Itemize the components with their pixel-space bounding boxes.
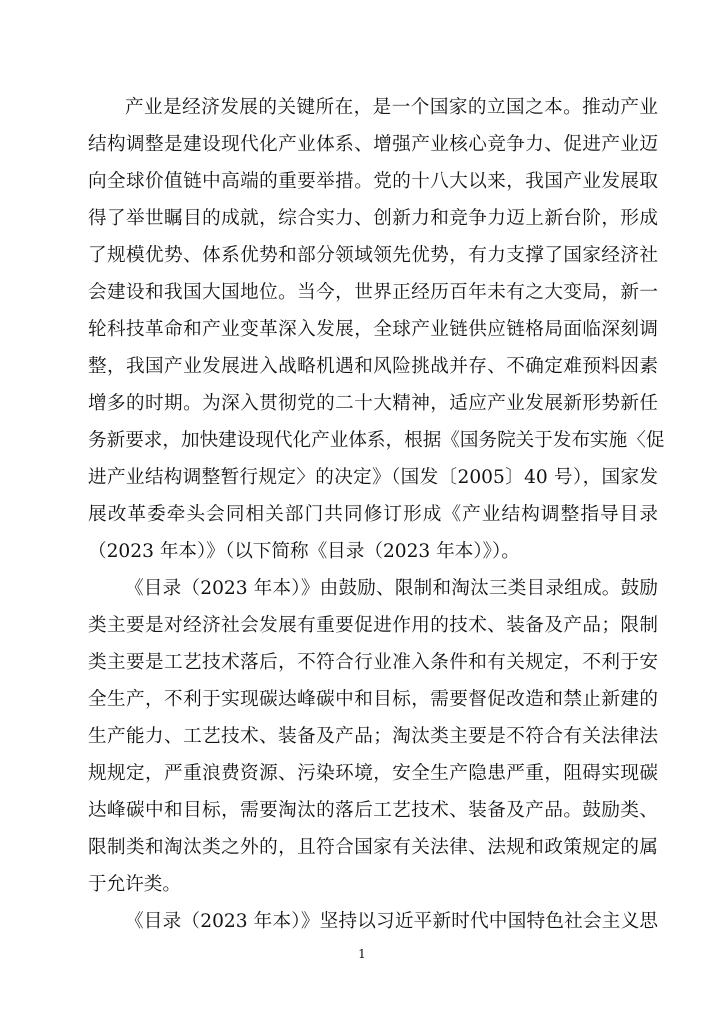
paragraph-1-line-4: 得了举世瞩目的成就，综合实力、创新力和竞争力迈上新台阶，形成	[88, 208, 658, 229]
paragraph-1-line-6: 会建设和我国大国地位。当今，世界正经历百年未有之大变局，新一	[88, 282, 658, 303]
paragraph-2-line-7: 达峰碳中和目标，需要淘汰的落后工艺技术、装备及产品。鼓励类、	[88, 800, 658, 821]
paragraph-1-line-9: 增多的时期。为深入贯彻党的二十大精神，适应产业发展新形势新任	[88, 393, 658, 414]
paragraph-2-line-3: 类主要是工艺技术落后，不符合行业准入条件和有关规定，不利于安	[88, 652, 658, 673]
paragraph-3-line-1: 《目录（2023 年本）》坚持以习近平新时代中国特色社会主义思	[125, 911, 658, 932]
paragraph-1-line-1: 产业是经济发展的关键所在，是一个国家的立国之本。推动产业	[125, 97, 658, 118]
paragraph-1-line-7: 轮科技革命和产业变革深入发展，全球产业链供应链格局面临深刻调	[88, 319, 658, 340]
paragraph-1-line-2: 结构调整是建设现代化产业体系、增强产业核心竞争力、促进产业迈	[88, 134, 658, 155]
paragraph-2-line-9: 于允许类。	[88, 874, 181, 895]
paragraph-2-line-4: 全生产，不利于实现碳达峰碳中和目标，需要督促改造和禁止新建的	[88, 689, 658, 710]
paragraph-2-line-5: 生产能力、工艺技术、装备及产品；淘汰类主要是不符合有关法律法	[88, 726, 658, 747]
paragraph-2-line-1: 《目录（2023 年本）》由鼓励、限制和淘汰三类目录组成。鼓励	[125, 578, 658, 599]
paragraph-1-line-13: （2023 年本）》（以下简称《目录（2023 年本）》）。	[88, 541, 520, 562]
page-number: 1	[358, 947, 366, 961]
paragraph-1-line-3: 向全球价值链中高端的重要举措。党的十八大以来，我国产业发展取	[88, 171, 658, 192]
paragraph-1-line-12: 展改革委牵头会同相关部门共同修订形成《产业结构调整指导目录	[88, 504, 658, 525]
paragraph-2-line-8: 限制类和淘汰类之外的，且符合国家有关法律、法规和政策规定的属	[88, 837, 658, 858]
paragraph-1-line-11: 进产业结构调整暂行规定〉的决定》（国发〔2005〕40 号），国家发	[88, 467, 658, 488]
paragraph-1-line-8: 整，我国产业发展进入战略机遇和风险挑战并存、不确定难预料因素	[88, 356, 658, 377]
paragraph-2-line-6: 规规定，严重浪费资源、污染环境，安全生产隐患严重，阻碍实现碳	[88, 763, 658, 784]
paragraph-1-line-10: 务新要求，加快建设现代化产业体系，根据《国务院关于发布实施〈促	[88, 430, 665, 451]
paragraph-1-line-5: 了规模优势、体系优势和部分领域领先优势，有力支撑了国家经济社	[88, 245, 658, 266]
paragraph-2-line-2: 类主要是对经济社会发展有重要促进作用的技术、装备及产品；限制	[88, 615, 658, 636]
